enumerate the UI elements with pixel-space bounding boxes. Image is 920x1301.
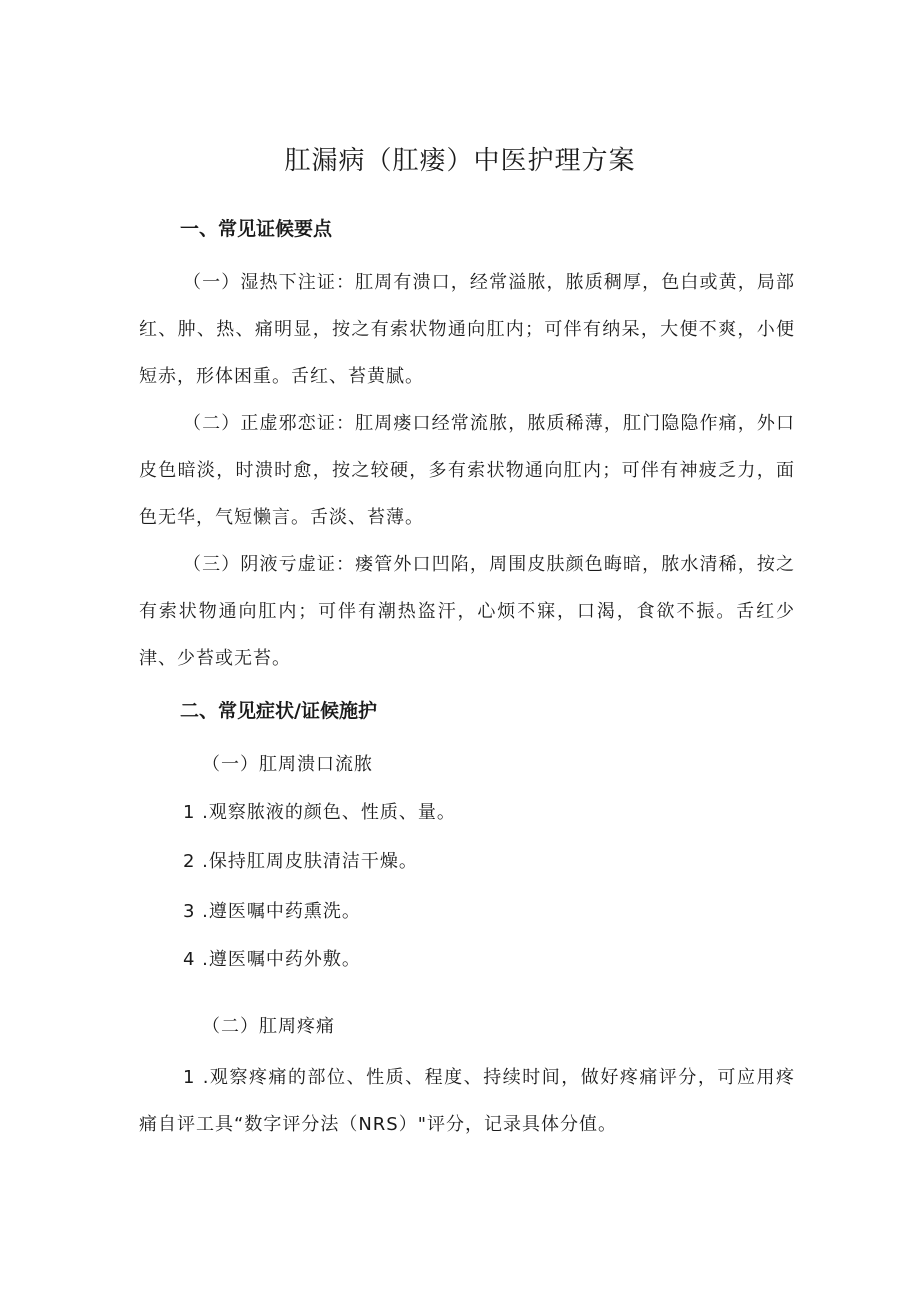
- document-title: 肛漏病（肛瘘）中医护理方案: [284, 146, 636, 176]
- paragraph-syndrome-1: （一）湿热下注证：肛周有溃口，经常溢脓，脓质稠厚，色白或黄，局部红、肿、热、痛明显，按之有索状物通向肛内；可伴有纳呆，大便不爽，小便短赤，形体困重。舌红、苔黄腻。: [139, 272, 795, 387]
- section-heading-2: 二、常见症状/证候施护: [180, 700, 377, 722]
- list-item: 4 .遵医嘱中药外敷。: [183, 949, 361, 970]
- paragraph-syndrome-2: （二）正虚邪恋证：肛周瘘口经常流脓，脓质稀薄，肛门隐隐作痛，外口皮色暗淡，时溃时愈，按之较硬，多有索状物通向肛内；可伴有神疲乏力，面色无华，气短懒言。舌淡、苔薄。: [139, 413, 795, 528]
- section-heading-1: 一、常见证候要点: [180, 218, 333, 240]
- paragraph-syndrome-3: （三）阴液亏虚证：瘘管外口凹陷，周围皮肤颜色晦暗，脓水清稀，按之有索状物通向肛内；可伴有潮热盗汗，心烦不寐，口渴，食欲不振。舌红少津、少苔或无苔。: [139, 554, 795, 669]
- subsection-heading-2: （二）肛周疼痛: [202, 1016, 335, 1037]
- list-item: 2 .保持肛周皮肤清洁干燥。: [183, 851, 418, 872]
- list-item: 3 .遵医嘱中药熏洗。: [183, 901, 361, 922]
- list-item: 1 .观察脓液的颜色、性质、量。: [183, 802, 456, 823]
- list-item: 1 .观察疼痛的部位、性质、程度、持续时间，做好疼痛评分，可应用疼痛自评工具“数字评分法（NRS）"评分，记录具体分值。: [139, 1067, 795, 1135]
- subsection-heading-1: （一）肛周溃口流脓: [202, 754, 373, 775]
